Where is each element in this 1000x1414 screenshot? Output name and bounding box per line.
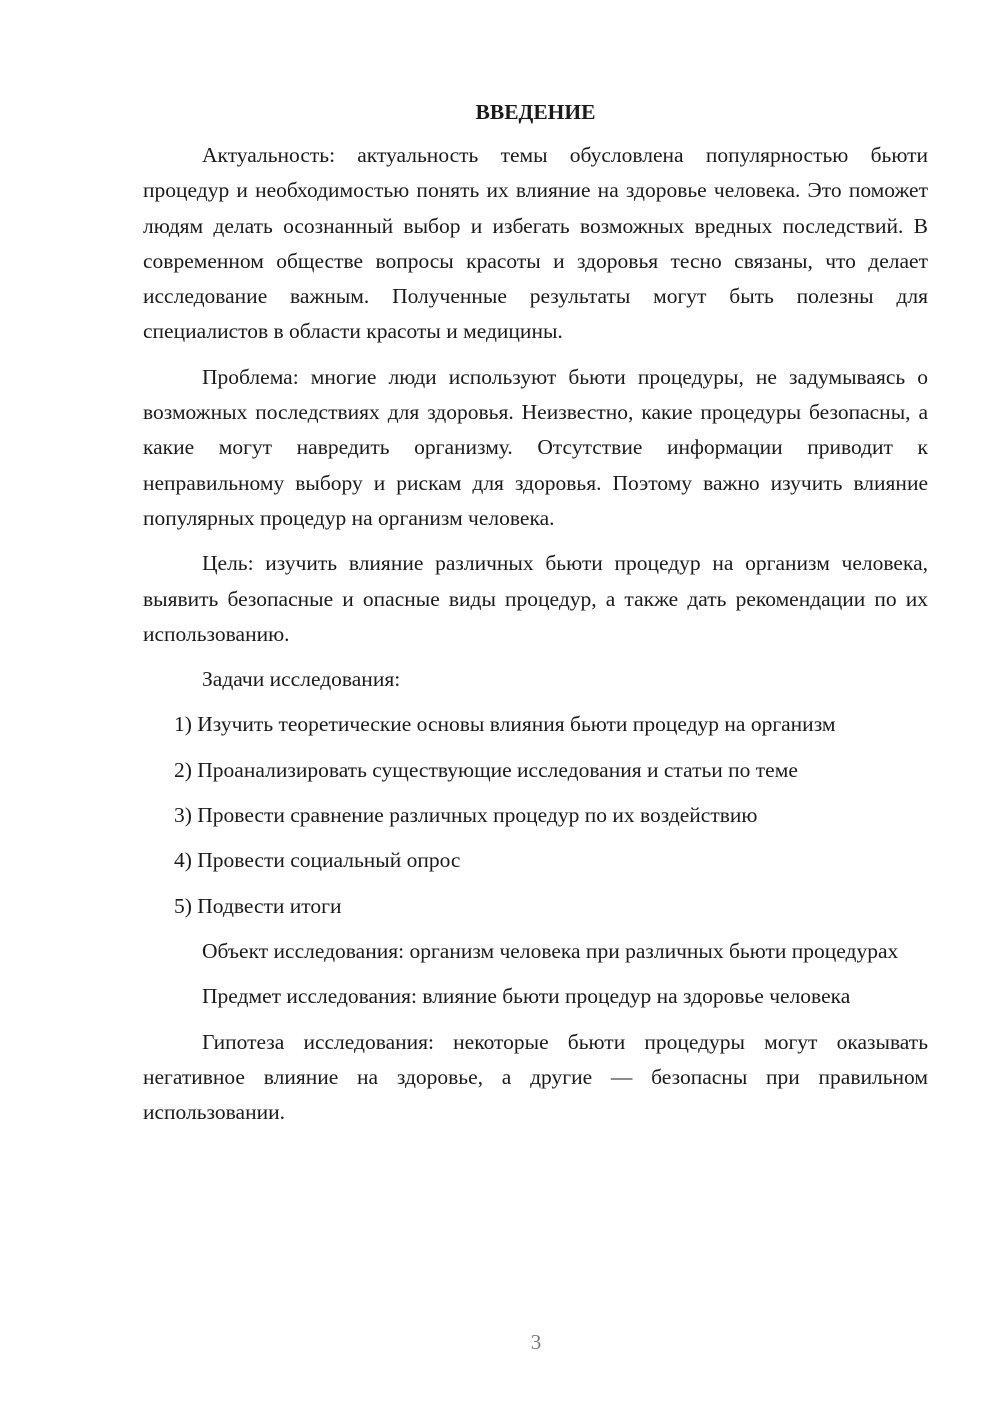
list-item: 5) Подвести итоги [174,893,342,918]
object-paragraph: Объект исследования: организм человека при различных бьюти процедурах [202,938,899,963]
page-number: 3 [530,1330,542,1354]
relevance-paragraph: Актуальность: актуальность темы обусловлена популярностью бьюти процедур и необходимостью понять их влияние на здоровье человека. Это поможет людям делать осознанный выбор и избегать возможных вредных последствий. В современном обществе вопросы красоты и здоровья тесно связаны, что делает исследование важным. Полученные результаты могут быть полезны для специалистов в области красоты и медицины. [143,143,928,344]
list-item: 3) Провести сравнение различных процедур по их воздействию [174,803,758,828]
tasks-heading: Задачи исследования: [202,667,401,692]
list-item: 2) Проанализировать существующие исследования и статьи по теме [174,757,798,782]
problem-paragraph: Проблема: многие люди используют бьюти процедуры, не задумываясь о возможных последствиях для здоровья. Неизвестно, какие процедуры безопасны, а какие могут навредить организму. Отсутствие информации приводит к неправильному выбору и рискам для здоровья. Поэтому важно изучить влияние популярных процедур на организм человека. [143,364,928,530]
subject-paragraph: Предмет исследования: влияние бьюти процедур на здоровье человека [202,984,851,1009]
tasks-list [143,707,928,923]
list-item: 4) Провести социальный опрос [174,848,461,873]
hypothesis-paragraph: Гипотеза исследования: некоторые бьюти процедуры могут оказывать негативное влияние на здоровье, а другие — безопасны при правильном использовании. [143,1029,928,1125]
list-item: 1) Изучить теоретические основы влияния бьюти процедур на организм [174,712,836,737]
page-content [143,96,928,1140]
goal-paragraph: Цель: изучить влияние различных бьюти процедур на организм человека, выявить безопасные и опасные виды процедур, а также дать рекомендации по их использованию. [143,551,928,646]
page-title: ВВЕДЕНИЕ [475,100,596,124]
